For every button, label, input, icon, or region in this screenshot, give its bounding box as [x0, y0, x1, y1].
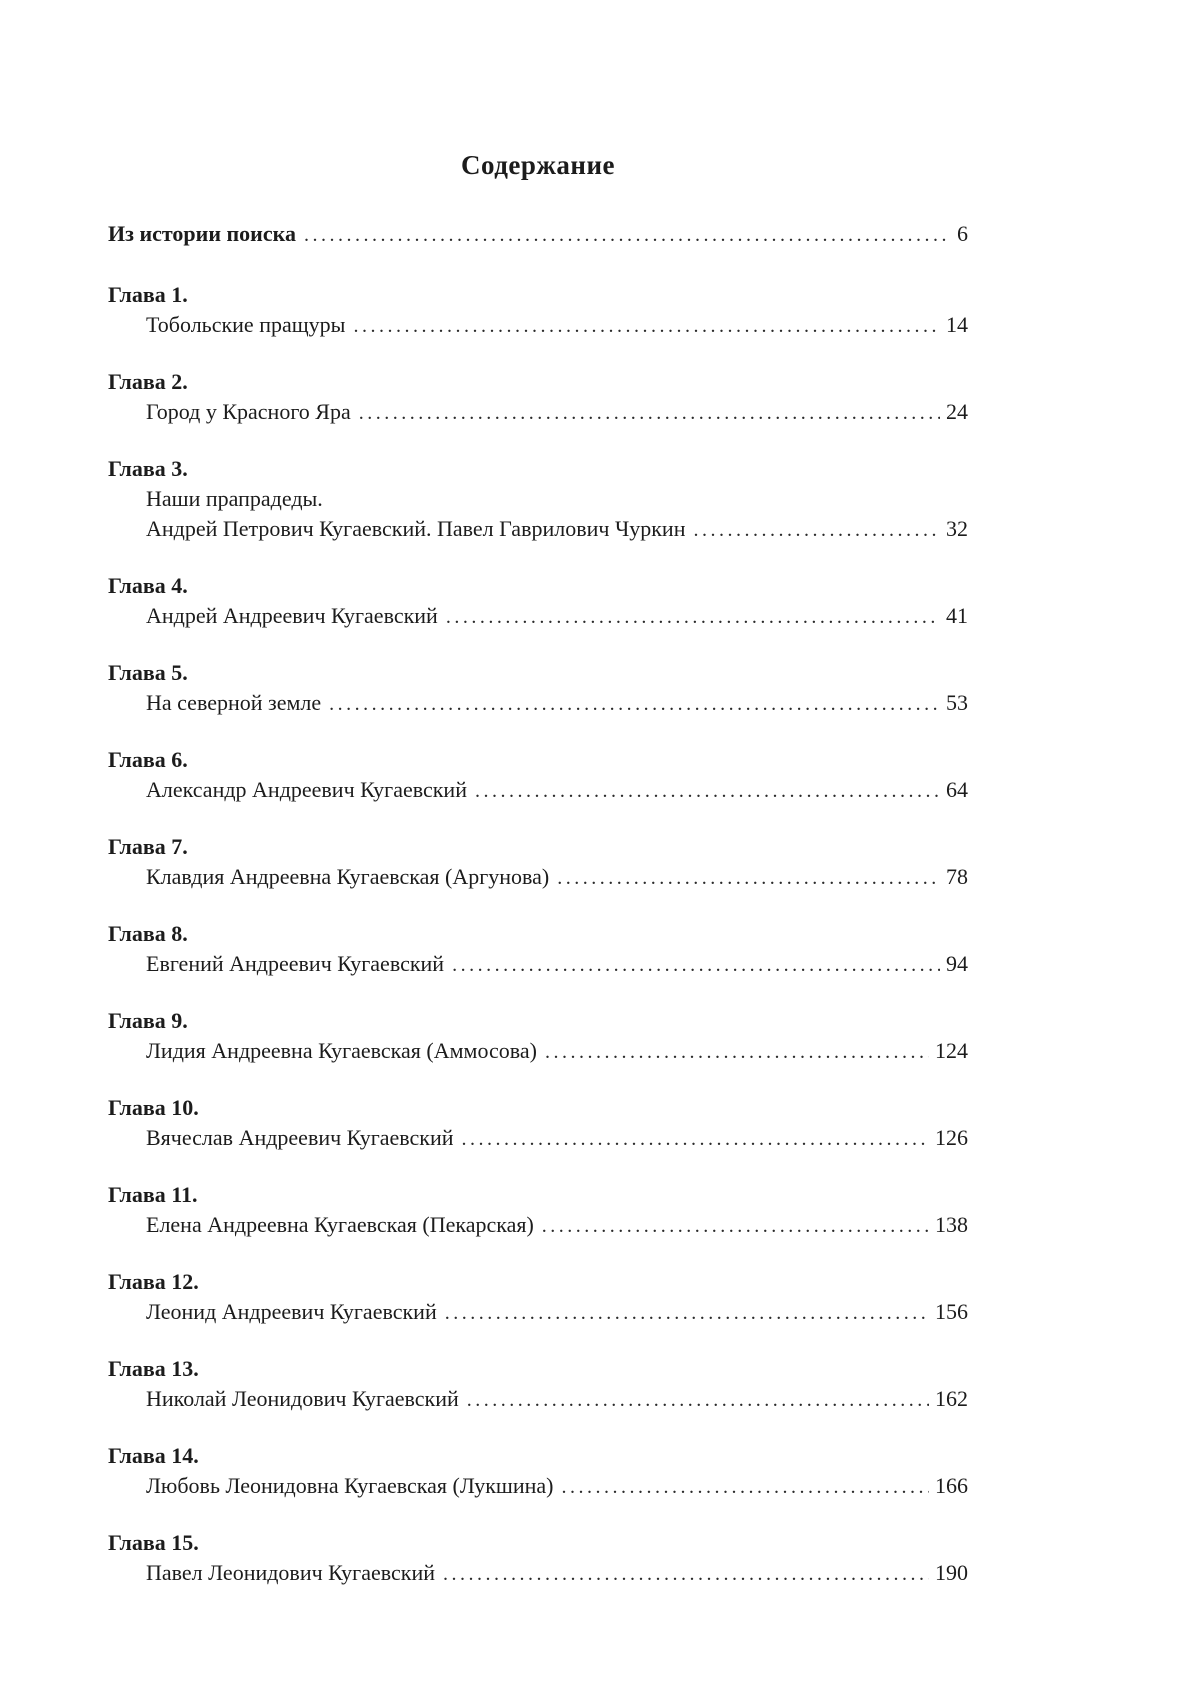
toc-entry-chapter-5	[108, 658, 968, 719]
toc-line	[108, 688, 968, 719]
dot-leader	[561, 1472, 929, 1502]
entry-page-number: 14	[946, 312, 968, 337]
chapter-label: Глава 4.	[108, 573, 188, 598]
dot-leader	[545, 1037, 929, 1067]
entry-title: Елена Андреевна Кугаевская (Пекарская)	[146, 1212, 534, 1237]
toc-entry-chapter-9	[108, 1006, 968, 1067]
toc-line	[108, 514, 968, 545]
dot-leader	[693, 515, 940, 545]
entry-title: Андрей Петрович Кугаевский. Павел Гаврилович Чуркин	[146, 516, 686, 541]
toc-line	[108, 1384, 968, 1415]
dot-leader	[443, 1559, 929, 1589]
dot-leader	[353, 311, 940, 341]
entry-title: Город у Красного Яра	[146, 399, 351, 424]
dot-leader	[467, 1385, 929, 1415]
entry-title: Евгений Андреевич Кугаевский	[146, 951, 445, 976]
entry-title: На северной земле	[146, 690, 322, 715]
toc-line	[108, 1210, 968, 1241]
toc-entry-chapter-2	[108, 367, 968, 428]
toc-line	[108, 397, 968, 428]
chapter-label: Глава 3.	[108, 456, 188, 481]
toc-line	[108, 949, 968, 980]
dot-leader	[304, 220, 951, 250]
entry-page-number: 162	[935, 1386, 968, 1411]
toc-line	[108, 1123, 968, 1154]
toc-entry-intro	[108, 219, 968, 250]
entry-title: Любовь Леонидовна Кугаевская (Лукшина)	[146, 1473, 554, 1498]
chapter-label: Глава 12.	[108, 1269, 199, 1294]
toc-line	[108, 310, 968, 341]
entry-page-number: 94	[946, 951, 968, 976]
toc-line	[108, 1036, 968, 1067]
chapter-label: Глава 13.	[108, 1356, 199, 1381]
entry-page-number: 53	[946, 690, 968, 715]
dot-leader	[452, 950, 940, 980]
entry-title: Вячеслав Андреевич Кугаевский	[146, 1125, 454, 1150]
chapter-label: Глава 11.	[108, 1182, 198, 1207]
toc-line	[108, 775, 968, 806]
toc-entry-chapter-13	[108, 1354, 968, 1415]
entry-page-number: 6	[957, 221, 968, 246]
dot-leader	[462, 1124, 929, 1154]
chapter-label: Глава 8.	[108, 921, 188, 946]
page-title: Содержание	[460, 150, 616, 180]
toc-entry-chapter-4	[108, 571, 968, 632]
entry-title: Клавдия Андреевна Кугаевская (Аргунова)	[146, 864, 550, 889]
toc-entry-chapter-7	[108, 832, 968, 893]
entry-title: Александр Андреевич Кугаевский	[146, 777, 467, 802]
toc-entry-chapter-15	[108, 1528, 968, 1589]
chapter-label: Глава 2.	[108, 369, 188, 394]
chapter-label: Глава 1.	[108, 282, 188, 307]
toc-entry-chapter-6	[108, 745, 968, 806]
dot-leader	[542, 1211, 929, 1241]
entry-title: Из истории поиска	[108, 221, 296, 246]
toc-line	[108, 862, 968, 893]
toc-entry-chapter-3	[108, 454, 968, 545]
entry-page-number: 24	[946, 399, 968, 424]
entry-title: Николай Леонидович Кугаевский	[146, 1386, 459, 1411]
toc-entry-chapter-8	[108, 919, 968, 980]
entry-page-number: 156	[935, 1299, 968, 1324]
chapter-label: Глава 14.	[108, 1443, 199, 1468]
dot-leader	[446, 602, 940, 632]
chapter-label: Глава 5.	[108, 660, 188, 685]
entry-page-number: 64	[946, 777, 968, 802]
toc-line	[108, 1297, 968, 1328]
entry-page-number: 124	[935, 1038, 968, 1063]
dot-leader	[445, 1298, 929, 1328]
toc-line	[108, 1558, 968, 1589]
dot-leader	[475, 776, 940, 806]
toc-entry-chapter-1	[108, 280, 968, 341]
entry-title: Леонид Андреевич Кугаевский	[146, 1299, 437, 1324]
chapter-label: Глава 10.	[108, 1095, 199, 1120]
chapter-label: Глава 9.	[108, 1008, 188, 1033]
entry-page-number: 138	[935, 1212, 968, 1237]
dot-leader	[359, 398, 940, 428]
entry-title: Павел Леонидович Кугаевский	[146, 1560, 435, 1585]
entry-page-number: 41	[946, 603, 968, 628]
entry-title: Лидия Андреевна Кугаевская (Аммосова)	[146, 1038, 537, 1063]
toc-line	[108, 601, 968, 632]
toc-entry-chapter-14	[108, 1441, 968, 1502]
toc-entry-chapter-12	[108, 1267, 968, 1328]
toc-line	[108, 219, 968, 250]
entry-page-number: 126	[935, 1125, 968, 1150]
toc-entry-chapter-10	[108, 1093, 968, 1154]
entry-page-number: 190	[935, 1560, 968, 1585]
entry-title: Тобольские пращуры	[146, 312, 346, 337]
toc-entry-chapter-11	[108, 1180, 968, 1241]
entry-page-number: 78	[946, 864, 968, 889]
entry-title-line-1: Наши прапрадеды.	[146, 486, 323, 511]
chapter-label: Глава 7.	[108, 834, 188, 859]
chapter-label: Глава 6.	[108, 747, 188, 772]
dot-leader	[329, 689, 940, 719]
chapter-label: Глава 15.	[108, 1530, 199, 1555]
entry-page-number: 32	[946, 516, 968, 541]
dot-leader	[557, 863, 940, 893]
entry-title: Андрей Андреевич Кугаевский	[146, 603, 438, 628]
toc-line	[108, 1471, 968, 1502]
entry-page-number: 166	[935, 1473, 968, 1498]
